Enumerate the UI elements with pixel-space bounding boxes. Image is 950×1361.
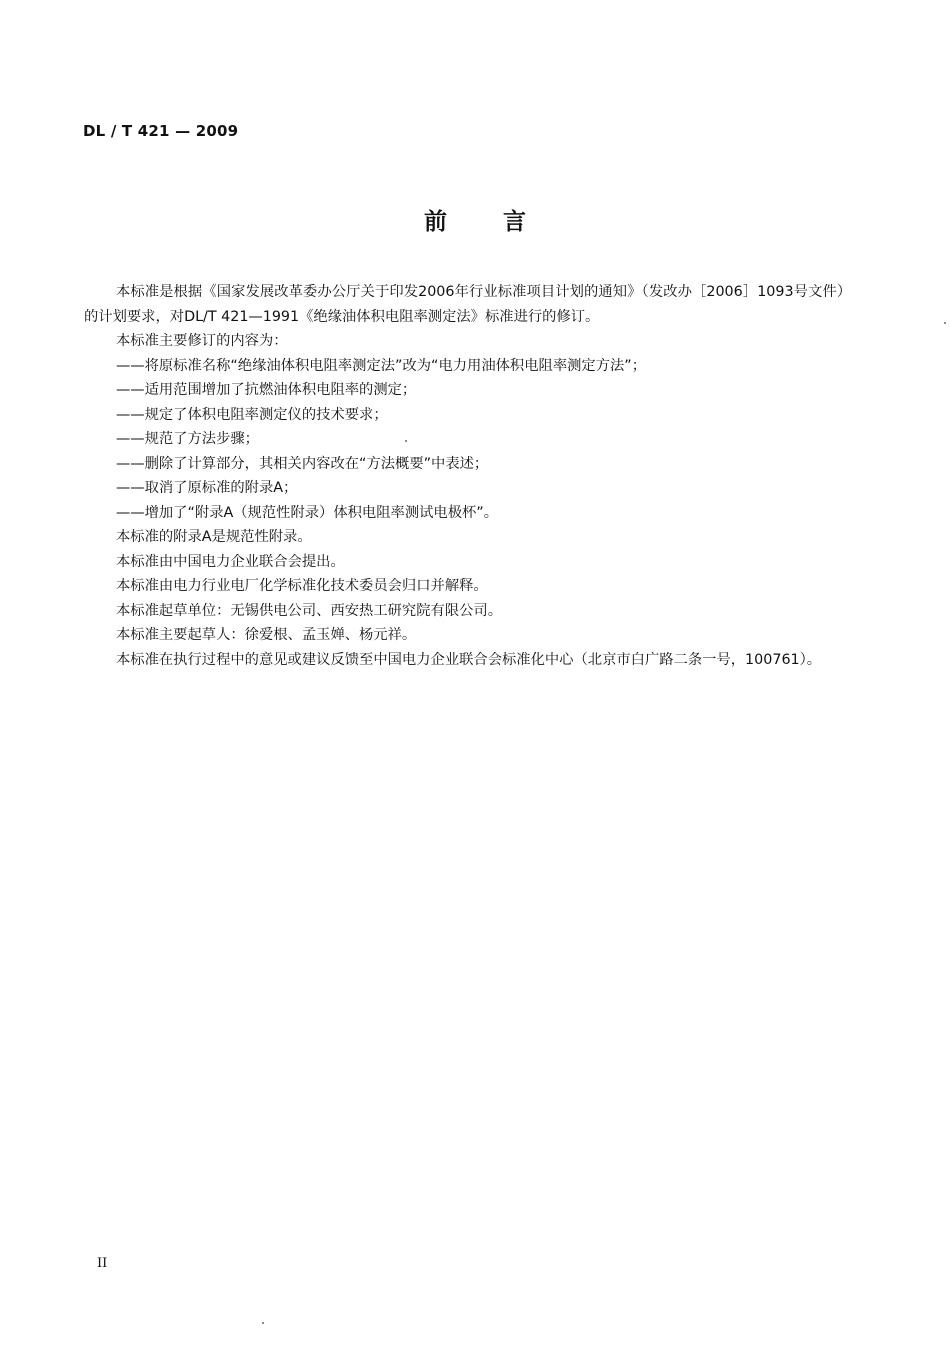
paragraph-committee: 本标准由电力行业电厂化学标准化技术委员会归口并解释。 (116, 578, 488, 594)
scan-speck (944, 322, 946, 324)
paragraph-drafters: 本标准主要起草人：徐爱根、孟玉婵、杨元祥。 (116, 627, 417, 643)
scan-speck (262, 1322, 264, 1324)
title-char-1: 前 (424, 208, 447, 235)
paragraph-proposer: 本标准由中国电力企业联合会提出。 (116, 553, 345, 570)
paragraph-basis: 本标准是根据《国家发展改革委办公厅关于印发2006年行业标准项目计划的通知》（发改办［2006］1093号文件）的计划要求，对DL/T 421—1991《绝缘油体积电阻率测定法》标准进行的修订。 (84, 284, 844, 325)
revision-item-calculation: ——删除了计算部分，其相关内容改在“方法概要”中表述； (116, 455, 489, 472)
paragraph-feedback: 本标准在执行过程中的意见或建议反馈至中国电力企业联合会标准化中心（北京市白广路二条一号，100761）。 (116, 651, 822, 668)
revision-item-scope: ——适用范围增加了抗燃油体积电阻率的测定； (116, 382, 417, 398)
section-title (0, 203, 950, 236)
paragraph-revision-intro: 本标准主要修订的内容为： (116, 333, 288, 349)
revision-item-rename: ——将原标准名称“绝缘油体积电阻率测定法”改为“电力用油体积电阻率测定方法”； (116, 357, 647, 374)
title-char-2: 言 (503, 208, 526, 235)
revision-item-instrument: ——规定了体积电阻率测定仪的技术要求； (116, 406, 388, 423)
paragraph-annex-status: 本标准的附录A是规范性附录。 (116, 529, 312, 545)
page-number: II (97, 1256, 108, 1271)
foreword-body (84, 280, 844, 672)
revision-item-procedure: ——规范了方法步骤； (116, 431, 259, 447)
document-code: DL / T 421 — 2009 (83, 122, 239, 140)
revision-item-annex-added: ——增加了“附录A（规范性附录）体积电阻率测试电极杯”。 (116, 504, 499, 521)
scan-speck (405, 440, 407, 442)
revision-item-annex-removed: ——取消了原标准的附录A； (116, 480, 298, 496)
paragraph-drafting-units: 本标准起草单位：无锡供电公司、西安热工研究院有限公司。 (116, 602, 503, 619)
